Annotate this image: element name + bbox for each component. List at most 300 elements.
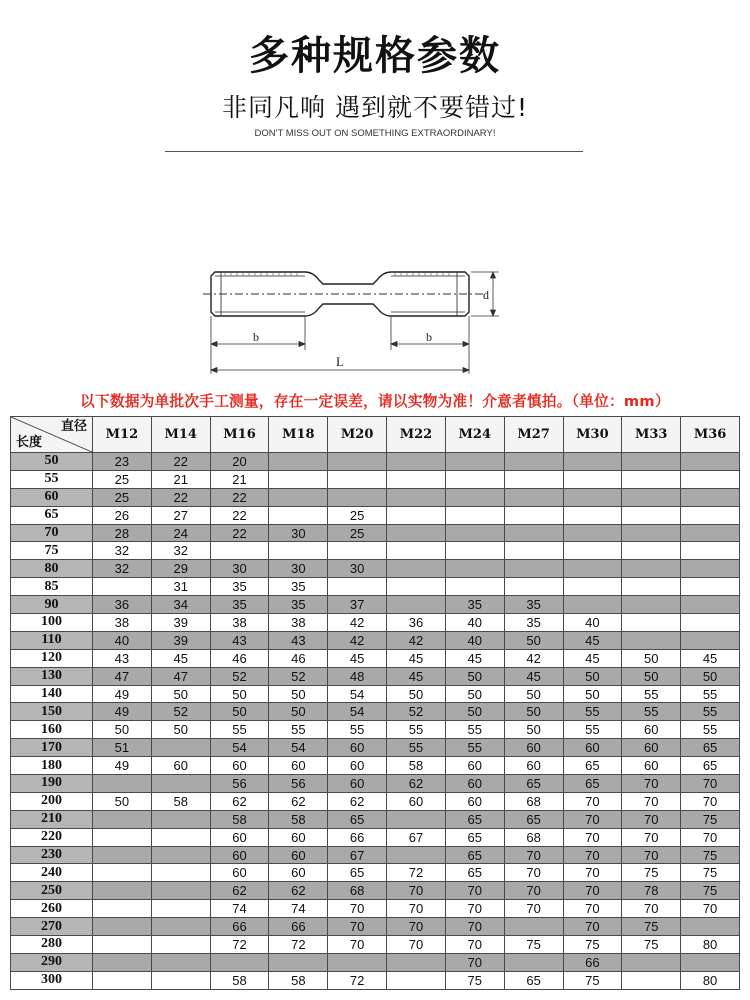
length-cell: 80 — [11, 560, 93, 578]
corner-label-diameter: 直径 — [60, 419, 87, 434]
thread-length-cell — [681, 524, 740, 542]
thread-length-cell: 46 — [269, 649, 328, 667]
thread-length-cell: 55 — [445, 721, 504, 739]
thread-length-cell: 25 — [328, 524, 387, 542]
thread-length-cell: 60 — [210, 828, 269, 846]
table-row — [11, 667, 740, 685]
thread-length-cell: 70 — [387, 882, 446, 900]
thread-length-cell: 60 — [622, 757, 681, 775]
thread-length-cell — [210, 953, 269, 971]
thread-length-cell: 60 — [151, 757, 210, 775]
thread-length-cell: 70 — [387, 936, 446, 954]
thread-length-cell: 58 — [210, 810, 269, 828]
thread-length-cell: 55 — [387, 739, 446, 757]
thread-length-cell — [151, 739, 210, 757]
thread-length-cell — [681, 542, 740, 560]
thread-length-cell: 50 — [151, 721, 210, 739]
thread-length-cell: 49 — [93, 703, 152, 721]
thread-length-cell — [387, 453, 446, 471]
table-row — [11, 470, 740, 488]
thread-length-cell — [151, 953, 210, 971]
table-row — [11, 596, 740, 614]
table-header-row — [11, 417, 740, 453]
thread-length-cell: 50 — [563, 685, 622, 703]
thread-length-cell — [681, 631, 740, 649]
thread-length-cell — [151, 846, 210, 864]
thread-length-cell — [622, 506, 681, 524]
table-row — [11, 542, 740, 560]
thread-length-cell: 54 — [269, 739, 328, 757]
thread-length-cell: 60 — [504, 757, 563, 775]
length-cell: 120 — [11, 649, 93, 667]
thread-length-cell: 70 — [622, 846, 681, 864]
thread-length-cell — [622, 971, 681, 989]
thread-length-cell: 50 — [622, 649, 681, 667]
thread-length-cell — [387, 488, 446, 506]
thread-length-cell: 67 — [328, 846, 387, 864]
thread-length-cell — [504, 524, 563, 542]
thread-length-cell: 54 — [328, 685, 387, 703]
thread-length-cell — [328, 453, 387, 471]
thread-length-cell — [269, 506, 328, 524]
thread-length-cell: 75 — [681, 864, 740, 882]
thread-length-cell: 65 — [328, 810, 387, 828]
thread-length-cell — [445, 470, 504, 488]
thread-length-cell — [622, 560, 681, 578]
thread-length-cell — [563, 578, 622, 596]
thread-length-cell: 60 — [504, 739, 563, 757]
thread-length-cell: 55 — [622, 685, 681, 703]
thread-length-cell: 50 — [445, 685, 504, 703]
thread-length-cell: 70 — [445, 900, 504, 918]
column-header: M30 — [563, 417, 622, 453]
length-cell: 100 — [11, 614, 93, 632]
thread-length-cell: 70 — [328, 900, 387, 918]
thread-length-cell: 42 — [328, 614, 387, 632]
thread-length-cell: 70 — [563, 900, 622, 918]
length-cell: 85 — [11, 578, 93, 596]
page-subtitle: 非同凡响 遇到就不要错过! — [222, 93, 528, 122]
thread-length-cell — [387, 470, 446, 488]
thread-length-cell: 43 — [93, 649, 152, 667]
thread-length-cell — [387, 506, 446, 524]
length-cell: 60 — [11, 488, 93, 506]
thread-length-cell: 45 — [504, 667, 563, 685]
thread-length-cell — [269, 953, 328, 971]
thread-length-cell: 62 — [328, 792, 387, 810]
thread-length-cell: 65 — [681, 757, 740, 775]
thread-length-cell: 55 — [269, 721, 328, 739]
thread-length-cell: 45 — [387, 667, 446, 685]
table-row — [11, 953, 740, 971]
thread-length-cell: 75 — [681, 882, 740, 900]
length-cell: 210 — [11, 810, 93, 828]
thread-length-cell: 32 — [93, 560, 152, 578]
thread-length-cell: 40 — [93, 631, 152, 649]
thread-length-cell: 72 — [269, 936, 328, 954]
thread-length-cell: 60 — [210, 864, 269, 882]
thread-length-cell — [328, 542, 387, 560]
thread-length-cell: 70 — [563, 846, 622, 864]
thread-length-cell: 25 — [93, 488, 152, 506]
thread-length-cell: 60 — [269, 846, 328, 864]
thread-length-cell: 45 — [151, 649, 210, 667]
thread-length-cell — [681, 578, 740, 596]
thread-length-cell: 66 — [328, 828, 387, 846]
thread-length-cell — [151, 918, 210, 936]
thread-length-cell: 66 — [563, 953, 622, 971]
thread-length-cell: 52 — [151, 703, 210, 721]
thread-length-cell — [563, 524, 622, 542]
thread-length-cell — [269, 470, 328, 488]
thread-length-cell: 32 — [93, 542, 152, 560]
length-cell: 170 — [11, 739, 93, 757]
thread-length-cell: 70 — [622, 810, 681, 828]
thread-length-cell — [504, 578, 563, 596]
thread-length-cell: 70 — [445, 918, 504, 936]
thread-length-cell — [269, 542, 328, 560]
thread-length-cell: 50 — [210, 703, 269, 721]
thread-length-cell: 72 — [328, 971, 387, 989]
thread-length-cell: 67 — [387, 828, 446, 846]
thread-length-cell — [93, 971, 152, 989]
thread-length-cell: 62 — [269, 792, 328, 810]
length-cell: 130 — [11, 667, 93, 685]
thread-length-cell: 50 — [210, 685, 269, 703]
thread-length-cell: 51 — [93, 739, 152, 757]
table-row — [11, 864, 740, 882]
thread-length-cell: 35 — [504, 596, 563, 614]
thread-length-cell: 35 — [504, 614, 563, 632]
thread-length-cell: 50 — [93, 792, 152, 810]
measurement-notice: 以下数据为单批次手工测量，存在一定误差，请以实物为准！介意者慎拍。（单位：mm） — [80, 393, 670, 410]
thread-length-cell: 68 — [504, 828, 563, 846]
thread-length-cell: 22 — [151, 488, 210, 506]
thread-length-cell: 25 — [328, 506, 387, 524]
thread-length-cell — [445, 542, 504, 560]
corner-label-length: 长度 — [16, 435, 43, 450]
thread-length-cell: 62 — [210, 882, 269, 900]
thread-length-cell: 70 — [563, 792, 622, 810]
length-cell: 150 — [11, 703, 93, 721]
thread-length-cell: 50 — [504, 685, 563, 703]
thread-length-cell: 70 — [387, 900, 446, 918]
thread-length-cell: 45 — [387, 649, 446, 667]
length-cell: 140 — [11, 685, 93, 703]
table-row — [11, 578, 740, 596]
thread-length-cell — [387, 810, 446, 828]
thread-length-cell: 54 — [210, 739, 269, 757]
thread-length-cell: 70 — [504, 864, 563, 882]
thread-length-cell: 70 — [328, 918, 387, 936]
thread-length-cell: 65 — [563, 757, 622, 775]
thread-length-cell: 25 — [93, 470, 152, 488]
thread-length-cell: 60 — [269, 828, 328, 846]
thread-length-cell: 50 — [445, 703, 504, 721]
table-row — [11, 882, 740, 900]
length-cell: 110 — [11, 631, 93, 649]
thread-length-cell: 50 — [269, 685, 328, 703]
thread-length-cell: 60 — [387, 792, 446, 810]
thread-length-cell — [563, 488, 622, 506]
thread-length-cell — [93, 828, 152, 846]
thread-length-cell: 43 — [210, 631, 269, 649]
thread-length-cell — [93, 864, 152, 882]
thread-length-cell: 27 — [151, 506, 210, 524]
thread-length-cell: 56 — [269, 775, 328, 793]
thread-length-cell: 50 — [269, 703, 328, 721]
thread-length-cell — [151, 900, 210, 918]
thread-length-cell — [387, 578, 446, 596]
column-header: M24 — [445, 417, 504, 453]
table-row — [11, 918, 740, 936]
length-cell: 50 — [11, 453, 93, 471]
thread-length-cell: 70 — [504, 900, 563, 918]
thread-length-cell: 58 — [210, 971, 269, 989]
thread-length-cell: 65 — [445, 846, 504, 864]
column-header: M14 — [151, 417, 210, 453]
thread-length-cell — [681, 488, 740, 506]
thread-length-cell: 49 — [93, 685, 152, 703]
thread-length-cell — [681, 560, 740, 578]
table-row — [11, 614, 740, 632]
thread-length-cell: 65 — [445, 828, 504, 846]
column-header: M16 — [210, 417, 269, 453]
thread-length-cell: 75 — [563, 971, 622, 989]
thread-length-cell — [387, 596, 446, 614]
thread-length-cell: 46 — [210, 649, 269, 667]
thread-length-cell: 45 — [445, 649, 504, 667]
thread-length-cell: 50 — [445, 667, 504, 685]
length-cell: 280 — [11, 936, 93, 954]
length-cell: 220 — [11, 828, 93, 846]
thread-length-cell — [93, 918, 152, 936]
thread-length-cell: 70 — [681, 828, 740, 846]
thread-length-cell: 22 — [210, 488, 269, 506]
thread-length-cell — [681, 614, 740, 632]
thread-length-cell: 70 — [681, 900, 740, 918]
thread-length-cell — [504, 470, 563, 488]
thread-length-cell: 60 — [563, 739, 622, 757]
thread-length-cell: 50 — [504, 703, 563, 721]
thread-length-cell: 36 — [387, 614, 446, 632]
thread-length-cell — [328, 470, 387, 488]
thread-length-cell — [93, 936, 152, 954]
thread-length-cell: 70 — [504, 846, 563, 864]
thread-length-cell — [622, 453, 681, 471]
thread-length-cell: 55 — [681, 703, 740, 721]
thread-length-cell — [622, 953, 681, 971]
thread-length-cell: 29 — [151, 560, 210, 578]
thread-length-cell: 70 — [681, 775, 740, 793]
table-row — [11, 846, 740, 864]
thread-length-cell — [504, 453, 563, 471]
thread-length-cell — [269, 488, 328, 506]
thread-length-cell: 55 — [445, 739, 504, 757]
thread-length-cell: 20 — [210, 453, 269, 471]
thread-length-cell: 65 — [681, 739, 740, 757]
thread-length-cell: 52 — [210, 667, 269, 685]
table-row — [11, 936, 740, 954]
thread-length-cell: 60 — [210, 757, 269, 775]
length-cell: 250 — [11, 882, 93, 900]
table-row — [11, 703, 740, 721]
table-row — [11, 721, 740, 739]
table-row — [11, 900, 740, 918]
thread-length-cell: 70 — [445, 882, 504, 900]
thread-length-cell: 70 — [387, 918, 446, 936]
thread-length-cell: 30 — [269, 524, 328, 542]
thread-length-cell: 65 — [445, 810, 504, 828]
table-row — [11, 685, 740, 703]
thread-length-cell — [93, 900, 152, 918]
thread-length-cell — [387, 971, 446, 989]
thread-length-cell — [681, 453, 740, 471]
thread-length-cell: 68 — [328, 882, 387, 900]
thread-length-cell — [445, 524, 504, 542]
thread-length-cell — [622, 578, 681, 596]
thread-length-cell — [93, 578, 152, 596]
thread-length-cell: 47 — [151, 667, 210, 685]
spec-table — [10, 416, 740, 990]
thread-length-cell — [93, 846, 152, 864]
thread-length-cell: 50 — [622, 667, 681, 685]
thread-length-cell: 80 — [681, 971, 740, 989]
column-header: M36 — [681, 417, 740, 453]
length-cell: 230 — [11, 846, 93, 864]
thread-length-cell — [387, 542, 446, 560]
thread-length-cell: 75 — [622, 864, 681, 882]
thread-length-cell: 65 — [504, 971, 563, 989]
thread-length-cell — [387, 846, 446, 864]
thread-length-cell: 52 — [269, 667, 328, 685]
length-cell: 290 — [11, 953, 93, 971]
thread-length-cell: 38 — [93, 614, 152, 632]
thread-length-cell: 50 — [563, 667, 622, 685]
page-title: 多种规格参数 — [249, 33, 501, 79]
thread-length-cell: 75 — [445, 971, 504, 989]
thread-length-cell — [504, 542, 563, 560]
thread-length-cell: 50 — [387, 685, 446, 703]
thread-length-cell — [151, 775, 210, 793]
thread-length-cell: 30 — [210, 560, 269, 578]
column-header: M18 — [269, 417, 328, 453]
thread-length-cell: 23 — [93, 453, 152, 471]
thread-length-cell — [681, 470, 740, 488]
thread-length-cell: 37 — [328, 596, 387, 614]
table-row — [11, 971, 740, 989]
column-header: M33 — [622, 417, 681, 453]
thread-length-cell: 31 — [151, 578, 210, 596]
thread-length-cell: 21 — [210, 470, 269, 488]
column-header: M27 — [504, 417, 563, 453]
thread-length-cell — [328, 953, 387, 971]
thread-length-cell: 55 — [563, 721, 622, 739]
thread-length-cell: 70 — [445, 936, 504, 954]
thread-length-cell: 60 — [445, 775, 504, 793]
thread-length-cell: 55 — [387, 721, 446, 739]
column-header: M20 — [328, 417, 387, 453]
thread-length-cell: 28 — [93, 524, 152, 542]
thread-length-cell — [445, 506, 504, 524]
thread-length-cell: 42 — [328, 631, 387, 649]
length-cell: 160 — [11, 721, 93, 739]
thread-length-cell: 39 — [151, 614, 210, 632]
thread-length-cell: 60 — [328, 775, 387, 793]
thread-length-cell — [93, 810, 152, 828]
thread-length-cell: 45 — [563, 631, 622, 649]
length-cell: 75 — [11, 542, 93, 560]
thread-length-cell: 75 — [504, 936, 563, 954]
thread-length-cell — [93, 775, 152, 793]
thread-length-cell — [210, 542, 269, 560]
table-row — [11, 792, 740, 810]
thread-length-cell: 65 — [563, 775, 622, 793]
column-header: M12 — [93, 417, 152, 453]
thread-length-cell: 50 — [504, 631, 563, 649]
thread-length-cell: 55 — [210, 721, 269, 739]
thread-length-cell: 35 — [210, 578, 269, 596]
thread-length-cell: 52 — [387, 703, 446, 721]
length-cell: 90 — [11, 596, 93, 614]
thread-length-cell: 58 — [387, 757, 446, 775]
table-body — [11, 453, 740, 990]
column-header: M22 — [387, 417, 446, 453]
thread-length-cell: 55 — [622, 703, 681, 721]
thread-length-cell: 66 — [269, 918, 328, 936]
table-row — [11, 828, 740, 846]
thread-length-cell: 40 — [445, 614, 504, 632]
thread-length-cell — [328, 488, 387, 506]
thread-length-cell: 56 — [210, 775, 269, 793]
thread-length-cell — [563, 453, 622, 471]
thread-length-cell: 58 — [269, 810, 328, 828]
thread-length-cell: 70 — [563, 810, 622, 828]
table-row — [11, 506, 740, 524]
thread-length-cell — [563, 560, 622, 578]
thread-length-cell: 45 — [328, 649, 387, 667]
thread-length-cell — [622, 542, 681, 560]
thread-length-cell: 70 — [622, 792, 681, 810]
thread-length-cell — [151, 936, 210, 954]
thread-length-cell: 35 — [269, 578, 328, 596]
thread-length-cell: 60 — [445, 792, 504, 810]
thread-length-cell — [269, 453, 328, 471]
thread-length-cell — [681, 596, 740, 614]
thread-length-cell: 65 — [445, 864, 504, 882]
thread-length-cell: 75 — [622, 918, 681, 936]
thread-length-cell: 60 — [269, 864, 328, 882]
thread-length-cell — [504, 560, 563, 578]
thread-length-cell: 39 — [151, 631, 210, 649]
thread-length-cell — [445, 488, 504, 506]
thread-length-cell: 62 — [269, 882, 328, 900]
thread-length-cell: 54 — [328, 703, 387, 721]
thread-length-cell — [445, 578, 504, 596]
thread-length-cell: 78 — [622, 882, 681, 900]
thread-length-cell — [151, 882, 210, 900]
thread-length-cell: 58 — [269, 971, 328, 989]
title-divider — [165, 151, 583, 152]
thread-length-cell: 75 — [622, 936, 681, 954]
table-row — [11, 739, 740, 757]
thread-length-cell: 40 — [563, 614, 622, 632]
table-row — [11, 488, 740, 506]
thread-length-cell: 74 — [269, 900, 328, 918]
thread-length-cell — [563, 506, 622, 524]
thread-length-cell — [563, 542, 622, 560]
thread-length-cell: 34 — [151, 596, 210, 614]
